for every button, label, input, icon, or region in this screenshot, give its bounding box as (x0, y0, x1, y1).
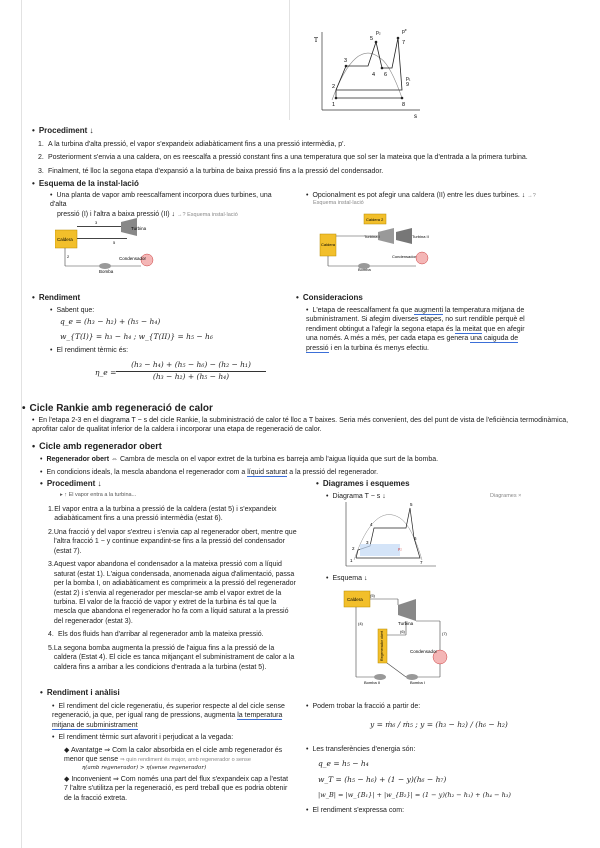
procediment2-list: 1. El vapor entra a la turbina a pressió de la caldera (estat 5) i s'expandeix adiabàticament fins a una pressió intermèdia (estat 6). 2. Una fracció y del vapor s'extreu i s'envia cap al regenerador obert, mentre que l'altra fracció 1 − y continue expandint-se fins a la pressió del condensador (estat 7). 3. Aquest vapor abandona el condensador a la mateixa pressió com a líquid saturat (estat 1). L'aigua condensada, anomenada aigua d'alimentació, passa per la bomba I, on adiabàticament es comprimeix a la pressió del regenerador (estat 2) i s'envia al regenerador per mesclar-se amb el vapor extret de la turbina. El valor de la fracció de vapor y extret de la turbina és tal que la mescla que abandona el regenerador ho fa com a líquid saturat a la pressió del regenerador (estat 3). 4. Els dos fluids han d'arribar al regenerador amb la mateixa pressió. 5. La segona bomba augmenta la pressió de l'aigua fins a la pressió de la caldera (Estat 4). El cicle es tanca mitjançant el subministrament de calor a la caldera fins a arribar a les condicions d'entrada a la turbina (estat 5). (48, 506, 297, 671)
diagrames-close[interactable]: Diagrames × (490, 493, 522, 499)
regenerador-label: Regenerador obert (380, 630, 384, 661)
condensador-label-3: Condensador (410, 649, 438, 654)
svg-text:3: 3 (366, 540, 369, 545)
bomba1-label: Bomba I (410, 680, 425, 685)
bomba-label-1: Bomba (99, 269, 114, 274)
reheat-schematic-left (55, 216, 175, 274)
consideracions-heading: • Consideracions (296, 293, 363, 304)
caldera-label-2: Caldera (321, 242, 336, 247)
pstar-label: p* (402, 29, 407, 35)
axis-t-label: T (314, 37, 319, 44)
caldera2-label: Caldera 2 (366, 217, 384, 222)
svg-text:2: 2 (332, 84, 336, 90)
caiguda-tag[interactable]: una caiguda de pressió (306, 335, 519, 352)
proc2-step-5: La segona bomba augmenta la pressió de l'aigua fins a la pressió de la caldera (Estat 4). El cicle es tanca mitjançant el subministrament de calor a la caldera fins a arribar a les condicions d'entrada a la turbina (estat 5). (53, 644, 295, 671)
svg-text:3: 3 (344, 58, 348, 64)
ts-diagram-regen (340, 500, 440, 572)
rendiment2-heading[interactable]: • Rendiment i anàlisi (40, 688, 120, 699)
svg-text:5: 5 (370, 36, 374, 42)
svg-text:6: 6 (414, 536, 417, 541)
esquema2-label[interactable]: • Esquema ↓ (326, 575, 367, 582)
rendiment-heading: • Rendiment (32, 293, 80, 304)
p1-label: p₁ (406, 76, 411, 82)
reheat-schematic-right (318, 210, 438, 272)
condensador-label-2: Condensador (392, 254, 417, 259)
procediment-step-3: Finalment, té lloc la segona etapa d'expansió a la turbina de baixa pressió fins a la pressió del condensador. (48, 167, 384, 175)
svg-text:2: 2 (352, 546, 355, 551)
ts-diagram-reheat (310, 28, 430, 120)
rendiment-expressa: • El rendiment s'expressa com: (306, 806, 546, 815)
eq-eta-lhs: η_e = (95, 368, 117, 377)
rankine-regen-text: • En l'etapa 2-3 en el diagrama T − s del cicle Rankie, la subministració de calor té lloc a T baixes. Seria més convenient, des del punt de vista de l'eficiència termodinàmica, aprofitar calor de qualitat inferior de la caldera i incorporar una etapa de regeneració de calor. (32, 416, 587, 435)
consideracions-text: • L'etapa de reescalfament fa que augmenti la temperatura mitjana de subministrament. Si afegim diverses etapes, no surt rendible perquè el rendiment obtingut a l'afegir la segona etapa és la meitat que en afegir una només. A més a més, per cada etapa es genera una caiguda de pressió i en la turbina és menys efectiu. (306, 306, 538, 353)
turbina1-label: Turbina I (364, 234, 380, 239)
diagrames-heading[interactable]: • Diagrames i esquemes (316, 479, 410, 490)
rendiment-termic-text: • El rendiment tèrmic és: (50, 346, 128, 355)
esquema-left-text: • Una planta de vapor amb reescalfament incorpora dues turbines, una d'alta (50, 191, 290, 210)
procediment2-heading[interactable]: • Procediment ↓ (40, 479, 102, 490)
esquema-heading: • Esquema de la instal·lació (32, 179, 139, 190)
esquema-right-text: • Opcionalment es pot afegir una caldera (II) entre les dues turbines. ↓ →? (306, 191, 586, 200)
proc2-step-3: Aquest vapor abandona el condensador a la mateixa pressió com a líquid saturat (estat 1). L'aigua condensada, anomenada aigua d'alimentació, passa per la bomba I, on adiabàticament es comprimeix a la pressió del regenerador (estat 2) i s'envia al regenerador per mesclar-se amb el vapor extret de la turbina. El valor de la fracció de vapor y extret de la turbina és tal que la mescla que abandona el regenerador ho fa com a líquid saturat a la pressió del regenerador (estat 3). (53, 561, 296, 625)
svg-text:4: 4 (370, 522, 373, 527)
inconvenient-item: ◆ Inconvenient ⇒ Com només una part del flux s'expandeix cap a l'estat 7 l'altre s'utilitza per la regeneració, es perd treball que es podria obtenir de la fracció extreta. (64, 776, 289, 802)
proc2-step-4: Els dos fluids han d'arribar al regenerador amb la mateixa pressió. (58, 631, 264, 639)
rankine-regen-heading: • Cicle Rankie amb regeneració de calor (22, 402, 213, 416)
rendiment2-body: • El rendiment del cicle regeneratiu, és superior respecte al del cicle sense regeneració, ja que, per igual rang de pressions, augmenta la temperatura mitjana de subministrament • El rendiment tèrmic surt afavorit i perjudicat a la vegada: ◆ Avantatge ⇒ Com la calor absorbida en el cicle amb regenerador és menor que sense ⇒ quin rendiment és major, amb regenerador o sense η(amb regenerador) > η(sense regenerador) ◆ Inconvenient ⇒ Com només una part del flux s'expandeix cap a l'estat 7 l'altre s'utilitza per la regeneració, es perd treball que es podria obtenir de la fracció extreta. (52, 702, 290, 803)
turbina2-label: Turbina II (412, 234, 429, 239)
procediment-step-1: A la turbina d'alta pressió, el vapor s'expandeix adiabàticament fins a una pressió intermèdia, p'. (48, 141, 346, 148)
axis-s-label: s (414, 113, 418, 120)
esquema-left-text-2: pressió (I) i l'altra a baixa pressió (II) ↓ (57, 210, 176, 218)
proc2-step-2: Una fracció y del vapor s'extreu i s'envia cap al regenerador obert, mentre que l'altra fracció 1 − y continue expandint-se fins a la pressió del condensador (estat 7). (53, 528, 297, 555)
caldera-label-3: Caldera (347, 597, 363, 602)
augmenti-tag[interactable]: augmenti (414, 307, 443, 314)
regen-schematic (340, 585, 460, 685)
caldera-label-1: Caldera (57, 237, 73, 242)
svg-text:1: 1 (332, 102, 336, 108)
svg-text:8: 8 (402, 102, 406, 108)
svg-text:p₂: p₂ (398, 546, 402, 551)
svg-text:7: 7 (402, 40, 406, 46)
transferencies-text: • Les transferències d'energia són: (306, 745, 546, 754)
svg-text:5: 5 (113, 240, 116, 245)
procediment-step-2: Posteriorment s'envia a una caldera, on es reescalfa a pressió constant fins a una temperatura que sol ser la mateixa que la d'entrada a la primera turbina. (48, 154, 528, 162)
svg-text:(4): (4) (358, 621, 363, 626)
eq-qe2: q_e = h₅ − h₄ (318, 759, 369, 768)
esquema-link-left[interactable]: →? Esquema instal·lació (177, 211, 238, 218)
eq-qe: q_e = (h₃ − h₂) + (h₅ − h₄) (60, 317, 161, 326)
obert-bullet-1: • Regenerador obert ⇔ Cambra de mescla on el vapor extret de la turbina es barreja amb l'aigua líquida que surt de la bomba. (40, 455, 580, 464)
svg-text:4: 4 (372, 72, 376, 78)
obert-heading: • Cicle amb regenerador obert (32, 440, 162, 452)
eq-wt: w_{T(I)} = h₃ − h₄ ; w_{T(II)} = h₅ − h₆ (60, 332, 213, 341)
svg-text:(5): (5) (370, 593, 375, 598)
avantatge-item: ◆ Avantatge ⇒ Com la calor absorbida en el cicle amb regenerador és menor que sense ⇒ quin rendiment és major, amb regenerador o sense η(amb regenerador) > η(sense regenerador) (64, 746, 283, 771)
fraccio-text: • Podem trobar la fracció a partir de: (306, 702, 546, 711)
eq-fraccio: y = ṁ₆ / ṁ₅ ; y = (h₃ − h₂) / (h₆ − h₂) (370, 720, 508, 729)
turbina-label-3: Turbina (398, 621, 414, 626)
bomba2-label: Bomba II (364, 680, 381, 685)
turbina-label-1: Turbina (131, 226, 147, 231)
eq-wb: |w_B| = |w_{B₁}| + |w_{B₂}| = (1 − y)(h₂ − h₁) + (h₄ − h₃) (318, 791, 511, 799)
obert-bullet-2: • En condicions ideals, la mescla abandona el regenerador com a líquid saturat a la pressió del regenerador. (40, 468, 580, 477)
bomba-label-2: Bomba (358, 267, 371, 272)
svg-text:2: 2 (67, 254, 70, 259)
procediment-list: 1. A la turbina d'alta pressió, el vapor s'expandeix adiabàticament fins a una pressió intermèdia, p'. 2. Posteriorment s'envia a una caldera, on es reescalfa a pressió constant fins a una temperatura que sol ser la mateixa que la d'entrada a la primera turbina. 3. Finalment, té lloc la segona etapa d'expansió a la turbina de baixa pressió fins a la pressió del condensador. (38, 141, 528, 175)
eq-eta-fraction: (h₃ − h₄) + (h₅ − h₆) − (h₂ − h₁) (h₃ − h₂) + (h₅ − h₄) (116, 360, 266, 382)
svg-text:(7): (7) (442, 631, 447, 636)
svg-text:(6): (6) (400, 629, 405, 634)
p2-label: p₂ (376, 30, 381, 36)
sabent-text: • Sabent que: (50, 306, 290, 315)
meitat-tag[interactable]: la meitat (455, 325, 482, 333)
svg-text:9: 9 (406, 82, 410, 88)
esquema-link-right[interactable]: Esquema instal·lació (313, 200, 364, 207)
condensador-label-1: Condensador (119, 256, 147, 261)
diagrama-ts-label[interactable]: • Diagrama T − s ↓ (326, 493, 386, 500)
svg-text:7: 7 (420, 560, 423, 565)
svg-text:5: 5 (410, 502, 413, 507)
svg-text:6: 6 (384, 72, 388, 78)
eq-wt2: w_T = (h₅ − h₆) + (1 − y)(h₆ − h₇) (318, 775, 447, 784)
procediment2-toggle[interactable]: ▸ ↑ El vapor entra a la turbina... (60, 492, 137, 498)
proc2-step-1: El vapor entra a la turbina a pressió de la caldera (estat 5) i s'expandeix adiabàticament fins a una pressió intermèdia (estat 6). (54, 506, 277, 523)
svg-text:1: 1 (350, 558, 353, 563)
procediment-heading[interactable]: • Procediment ↓ (32, 126, 94, 137)
svg-text:3: 3 (95, 220, 98, 225)
